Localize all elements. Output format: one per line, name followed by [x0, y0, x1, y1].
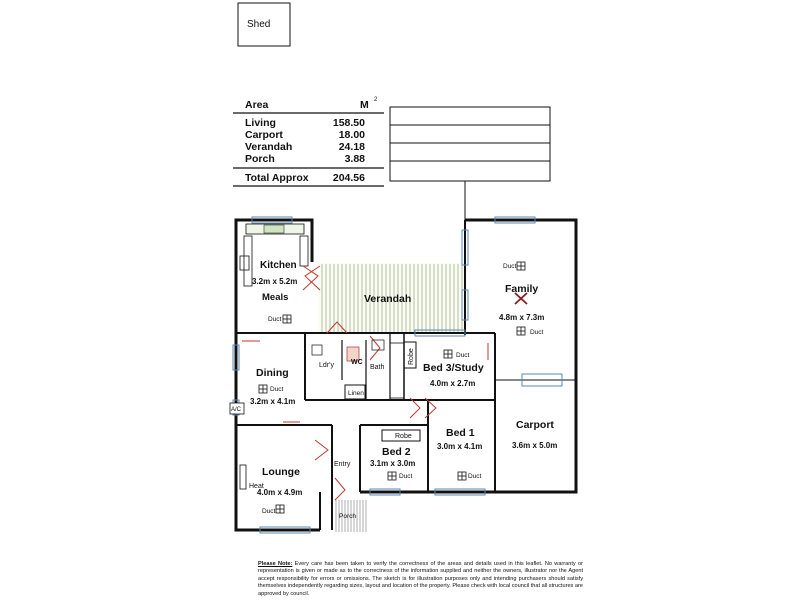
bed2-duct-label: Duct	[399, 473, 413, 480]
lounge-duct-label: Duct	[262, 508, 276, 515]
blank-box-3	[390, 143, 550, 161]
dining-dims: 3.2m x 4.1m	[250, 397, 296, 406]
row-label-living: Living	[245, 117, 276, 129]
area-table	[233, 97, 550, 222]
total-label: Total Approx	[245, 172, 309, 184]
linen-label: Linen	[348, 390, 364, 397]
bed3-label: Bed 3/Study	[423, 362, 484, 374]
wc-label: WC	[351, 359, 363, 366]
disclaimer-lead: Please Note:	[258, 561, 293, 567]
bed2-label: Bed 2	[382, 446, 411, 458]
lounge-label: Lounge	[262, 466, 300, 478]
row-label-carport: Carport	[245, 129, 283, 141]
bed1-label: Bed 1	[446, 427, 475, 439]
heat-label: Heat	[249, 483, 264, 490]
laundry-label: Ldr'y	[319, 362, 334, 369]
bath-label: Bath	[370, 364, 385, 371]
carport-label: Carport	[516, 419, 554, 431]
unit-header: M	[360, 99, 369, 111]
blank-box-4	[390, 161, 550, 181]
row-value-porch: 3.88	[344, 153, 365, 165]
carport-dims: 3.6m x 5.0m	[512, 441, 558, 450]
bed1-duct-label: Duct	[468, 473, 482, 480]
shed-label: Shed	[247, 19, 271, 30]
lounge-dims: 4.0m x 4.9m	[257, 488, 303, 497]
family-duct-label-1: Duct	[503, 263, 517, 270]
blank-box-1	[390, 107, 550, 125]
unit-superscript: 2	[374, 97, 378, 103]
family-dims: 4.8m x 7.3m	[499, 313, 545, 322]
row-value-carport: 18.00	[338, 129, 365, 141]
area-header: Area	[245, 99, 269, 111]
total-value: 204.56	[332, 172, 365, 184]
bed3-dims: 4.0m x 2.7m	[430, 379, 476, 388]
bed1-dims: 3.0m x 4.1m	[437, 442, 483, 451]
kitchen-duct-label: Duct	[268, 316, 282, 323]
kitchen-label: Kitchen	[260, 260, 297, 271]
row-value-living: 158.50	[332, 117, 365, 129]
family-duct-label-2: Duct	[530, 329, 544, 336]
porch-label: Porch	[339, 513, 356, 520]
row-label-porch: Porch	[245, 153, 275, 165]
family-label: Family	[505, 283, 539, 295]
dining-label: Dining	[256, 367, 289, 379]
row-label-verandah: Verandah	[245, 141, 293, 153]
entry-label: Entry	[334, 461, 351, 468]
bed3-duct-label: Duct	[456, 352, 470, 359]
robe-label-bed3: Robe	[408, 348, 415, 365]
kitchen-dims: 3.2m x 5.2m	[252, 277, 298, 286]
meals-label: Meals	[262, 292, 289, 303]
dining-duct-label: Duct	[270, 386, 284, 393]
row-value-verandah: 24.18	[338, 141, 365, 153]
disclaimer-text: Every care has been taken to verify the correctness of the areas and details used in this leaflet. No warranty or representation is given or made as to the correctness of the information supplied and neither the owners, illustrator nor the Agent accept responsibility for errors or omissions. The sketch is for illustration purposes only and intending purchasers should satisfy themselves independently regarding sizes, layout and location of the property. Please check with local council that all structures are approved by council.	[258, 561, 584, 597]
verandah-label: Verandah	[364, 293, 412, 305]
bed2-robe-label: Robe	[395, 433, 412, 440]
bed2-dims: 3.1m x 3.0m	[370, 459, 416, 468]
disclaimer	[258, 561, 583, 598]
blank-box-2	[390, 125, 550, 143]
ac-label: A/C	[231, 407, 242, 413]
